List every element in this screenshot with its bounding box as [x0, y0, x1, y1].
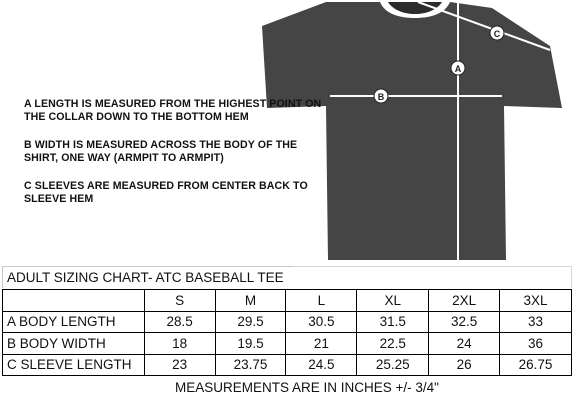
table-cell: 32.5: [429, 311, 500, 333]
instruction-a: A LENGTH IS MEASURED FROM THE HIGHEST POINT ON THE COLLAR DOWN TO THE BOTTOM HEM: [24, 98, 322, 123]
chart-title: ADULT SIZING CHART- ATC BASEBALL TEE: [2, 266, 292, 288]
marker-c: [490, 26, 504, 40]
size-header: 3XL: [500, 290, 572, 312]
size-header: 2XL: [429, 290, 500, 312]
table-cell: 26.75: [500, 354, 572, 376]
table-cell: 19.5: [215, 333, 286, 355]
svg-text:A: A: [454, 64, 462, 74]
measurement-instructions: [24, 98, 324, 221]
table-header-row: [3, 290, 572, 312]
svg-text:C: C: [493, 29, 501, 39]
instruction-b: B WIDTH IS MEASURED ACROSS THE BODY OF THE SHIRT, ONE WAY (ARMPIT TO ARMPIT): [24, 139, 298, 164]
size-header: S: [144, 290, 215, 312]
table-cell: 29.5: [215, 311, 286, 333]
size-header: L: [286, 290, 357, 312]
footnote-text: MEASUREMENTS ARE IN INCHES +/- 3/4": [175, 380, 439, 395]
table-cell: 33: [500, 311, 572, 333]
row-label: A BODY LENGTH: [3, 311, 145, 333]
table-cell: 24: [429, 333, 500, 355]
row-label: C SLEEVE LENGTH: [3, 354, 145, 376]
marker-a: [451, 61, 465, 75]
table-cell: 31.5: [357, 311, 429, 333]
table-cell: 28.5: [144, 311, 215, 333]
table-cell: 36: [500, 333, 572, 355]
table-row: [3, 333, 572, 355]
table-cell: 22.5: [357, 333, 429, 355]
table-row: [3, 354, 572, 376]
marker-b: [374, 89, 388, 103]
instruction-c: C SLEEVES ARE MEASURED FROM CENTER BACK TO SLEEVE HEM: [24, 180, 308, 205]
table-cell: 23.75: [215, 354, 286, 376]
measurement-footnote: [0, 378, 574, 398]
size-header: XL: [357, 290, 429, 312]
row-label: B BODY WIDTH: [3, 333, 145, 355]
size-header: M: [215, 290, 286, 312]
table-cell: 26: [429, 354, 500, 376]
table-cell: 18: [144, 333, 215, 355]
title-row-gridlines: [292, 266, 572, 288]
table-cell: 25.25: [357, 354, 429, 376]
table-cell: 21: [286, 333, 357, 355]
table-cell: 24.5: [286, 354, 357, 376]
table-cell: 30.5: [286, 311, 357, 333]
table-row: [3, 311, 572, 333]
header-empty-cell: [3, 290, 145, 312]
sizing-table: [2, 289, 572, 376]
table-cell: 23: [144, 354, 215, 376]
svg-text:B: B: [377, 92, 385, 102]
